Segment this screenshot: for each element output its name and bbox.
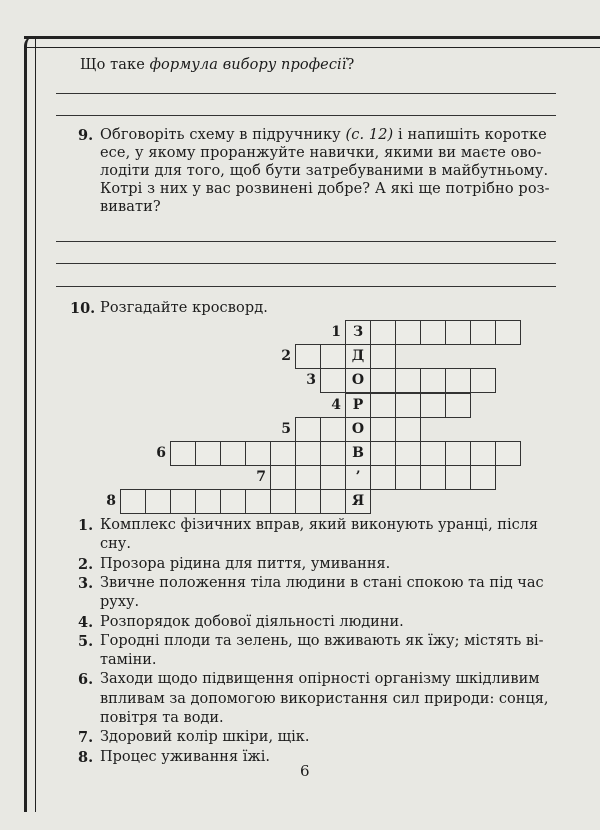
crossword-cell[interactable] <box>270 441 296 466</box>
crossword-key-cell[interactable]: Р <box>345 393 371 418</box>
crossword-cell[interactable] <box>395 441 421 466</box>
crossword-cell[interactable] <box>270 465 296 490</box>
crossword-cell[interactable] <box>320 368 346 393</box>
crossword-row-number: 6 <box>156 445 166 461</box>
crossword-key-cell[interactable]: ’ <box>345 465 371 490</box>
crossword-row-number: 7 <box>256 469 266 486</box>
crossword-cell[interactable] <box>420 393 446 418</box>
crossword-cell[interactable] <box>320 465 346 490</box>
task9-line <box>100 145 542 161</box>
crossword-cell[interactable] <box>295 417 321 442</box>
answer-line <box>56 263 556 264</box>
clue-number: 2. <box>78 555 94 573</box>
crossword-row-number: 3 <box>306 372 316 389</box>
text: Котрі з них у вас розвинені добре? А які ще потрібно роз- <box>100 181 550 197</box>
task9-number: 9. <box>78 127 94 144</box>
clue-text: Звичне положення тіла людини в стані спокою та під час <box>100 574 544 591</box>
crossword-cell[interactable] <box>470 320 496 345</box>
crossword-cell[interactable] <box>320 441 346 466</box>
intro-prefix: Що таке <box>80 57 150 73</box>
crossword-cell[interactable] <box>170 441 196 466</box>
crossword-cell[interactable] <box>220 489 246 514</box>
crossword-cell[interactable] <box>470 368 496 393</box>
clue-number: 4. <box>78 613 94 631</box>
intro-suffix: ? <box>346 57 355 73</box>
crossword-cell[interactable] <box>495 320 521 345</box>
page-frame-top <box>24 36 600 48</box>
crossword-row-number: 1 <box>331 324 341 340</box>
crossword-cell[interactable] <box>195 441 221 466</box>
crossword-cell[interactable] <box>420 441 446 466</box>
crossword-cell[interactable] <box>395 465 421 490</box>
text: лодіти для того, щоб бути затребуваними в майбутньому. <box>100 163 549 179</box>
crossword-row-number: 4 <box>331 396 341 413</box>
crossword-cell[interactable] <box>470 441 496 466</box>
crossword-cell[interactable] <box>420 465 446 490</box>
crossword-cell[interactable] <box>395 320 421 345</box>
crossword-cell[interactable] <box>270 489 296 514</box>
crossword-row-number: 8 <box>106 493 116 510</box>
text: і напишіть коротке <box>393 127 547 143</box>
crossword-cell[interactable] <box>370 320 396 345</box>
clue-text: Здоровий колір шкіри, щік. <box>100 729 310 746</box>
crossword-cell[interactable] <box>245 441 271 466</box>
crossword-cell[interactable] <box>295 344 321 369</box>
crossword-cell[interactable] <box>395 368 421 393</box>
crossword-cell[interactable] <box>495 441 521 466</box>
crossword-cell[interactable] <box>195 489 221 514</box>
crossword-cell[interactable] <box>320 344 346 369</box>
crossword-cell[interactable] <box>320 417 346 442</box>
crossword-row-number: 5 <box>281 420 291 437</box>
text: вивати? <box>100 199 161 215</box>
crossword-cell[interactable] <box>145 489 171 514</box>
crossword-cell[interactable] <box>370 465 396 490</box>
clue-text: впливам за допомогою використання сил природи: сонця, <box>100 690 549 707</box>
clue-number: 7. <box>78 729 94 747</box>
crossword-cell[interactable] <box>370 344 396 369</box>
crossword-key-cell[interactable]: О <box>345 417 371 442</box>
clue-text: повітря та води. <box>100 710 224 726</box>
clue-text: Процес уживання їжі. <box>100 748 270 765</box>
crossword-row-number: 2 <box>281 348 291 365</box>
page-frame-left <box>24 36 36 812</box>
crossword-key-cell[interactable]: О <box>345 368 371 393</box>
text: Обговоріть схему в підручнику <box>100 127 346 143</box>
crossword-cell[interactable] <box>320 489 346 514</box>
crossword-cell[interactable] <box>395 417 421 442</box>
crossword-key-cell[interactable]: Я <box>345 489 371 514</box>
crossword-cell[interactable] <box>445 393 471 418</box>
crossword-cell[interactable] <box>295 465 321 490</box>
answer-line <box>56 93 556 94</box>
task10-title: Розгадайте кросворд. <box>100 300 268 316</box>
answer-line <box>56 286 556 287</box>
crossword-cell[interactable] <box>445 465 471 490</box>
crossword-cell[interactable] <box>445 368 471 393</box>
intro-italic: формула вибору професії <box>149 57 347 73</box>
clue-text: Заходи щодо підвищення опірності організму шкідливим <box>100 671 540 688</box>
clue-text: Прозора рідина для пиття, умивання. <box>100 555 391 572</box>
crossword-cell[interactable] <box>445 320 471 345</box>
clue-text: Розпорядок добової діяльності людини. <box>100 613 404 630</box>
text: есе, у якому проранжуйте навички, якими ви маєте ово- <box>100 145 542 161</box>
clue-text: руху. <box>100 594 140 611</box>
task9-line <box>100 163 548 179</box>
answer-line <box>56 241 556 242</box>
clue-number: 8. <box>78 748 94 766</box>
crossword-cell[interactable] <box>370 368 396 393</box>
crossword-cell[interactable] <box>295 489 321 514</box>
crossword-cell[interactable] <box>295 441 321 466</box>
clue-number: 3. <box>78 574 94 592</box>
clue-text: Городні плоди та зелень, що вживають як їжу; містять ві- <box>100 632 544 649</box>
answer-line <box>56 115 556 116</box>
task9-line <box>100 127 547 143</box>
question-intro <box>80 57 354 73</box>
crossword-key-cell[interactable]: В <box>345 441 371 466</box>
crossword-cell[interactable] <box>395 393 421 418</box>
clue-text: Комплекс фізичних вправ, який виконують уранці, після <box>100 517 539 533</box>
crossword-key-cell[interactable]: Д <box>345 344 371 369</box>
clue-number: 6. <box>78 671 94 689</box>
crossword-cell[interactable] <box>445 441 471 466</box>
crossword-key-cell[interactable]: З <box>345 320 371 345</box>
clue-text: сну. <box>100 536 131 553</box>
clue-text: таміни. <box>100 652 157 669</box>
crossword-cell[interactable] <box>370 441 396 466</box>
crossword-cell[interactable] <box>470 465 496 490</box>
task10-number: 10. <box>70 300 96 317</box>
crossword-cell[interactable] <box>170 489 196 514</box>
task9-line <box>100 181 550 197</box>
clue-number: 1. <box>78 517 94 534</box>
crossword-cell[interactable] <box>420 320 446 345</box>
crossword-cell[interactable] <box>370 393 396 418</box>
crossword-cell[interactable] <box>420 368 446 393</box>
crossword-cell[interactable] <box>220 441 246 466</box>
crossword-cell[interactable] <box>245 489 271 514</box>
task9-line <box>100 199 161 215</box>
page-reference: (c. 12) <box>345 127 394 143</box>
page-number: 6 <box>300 762 310 780</box>
crossword-cell[interactable] <box>120 489 146 514</box>
crossword-cell[interactable] <box>370 417 396 442</box>
clue-number: 5. <box>78 632 94 650</box>
